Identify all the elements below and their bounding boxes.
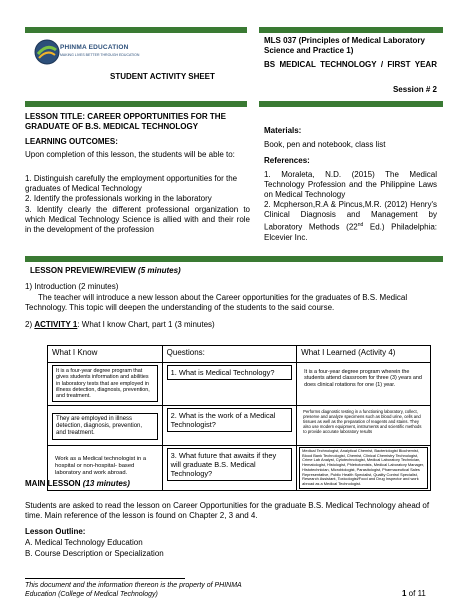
know-answer-2: They are employed in illness detection, diagnosis, prevention, and treatment.	[52, 413, 158, 440]
main-lesson-heading: MAIN LESSON (13 minutes)	[25, 479, 130, 488]
outcome-1: 1. Distinguish carefully the employment opportunities for the graduates of Medical Technology	[25, 174, 238, 193]
activity-label: 2) ACTIVITY 1: What I know Chart, part 1 (3 minutes)	[25, 320, 215, 329]
course-title: MLS 037 (Principles of Medical Laboratory Science and Practice 1)	[264, 36, 425, 55]
learned-answer-2: Performs diagnostic testing in a functioning laboratory, collect, preserve and analyze specimens such as blood urine, cells and tissues as well as the preparation of reagents and stains. They also use modern equipment, instruments and scientific methods to provide accurate laboratory results	[303, 409, 422, 434]
outcomes-intro: Upon completion of this lesson, the students will be able to:	[25, 150, 235, 159]
main-lesson-text: Students are asked to read the lesson on Career Opportunities for the graduate B.S. Medical Technology ahead of time. Main reference of the lesson is found on Chapter 2, 3 and 4.	[25, 501, 430, 520]
session-label: Session # 2	[392, 85, 437, 94]
logo-title: PHINMA EDUCATION	[60, 44, 129, 51]
outline-item-b: B. Course Description or Specialization	[25, 549, 164, 558]
top-bar-left	[25, 27, 247, 33]
learned-answer-3: Medical Technologist, Analytical Chemist, Bacteriologist Biochemist, Blood Bank Technologist, Chemist, Clinical Chemistry Technologist, Crime Lab Analyst, Cytotechnologist, Medical Laboratory Technician, Hematologist, Histologist, Phlebotomists, Medical Laboratory Manager, Histotechnician, Microbiologist, Parasitologist, Pharmaceutical Sales Representative, Public Health Specialist, Quality Control Specialist, Research Assistant, Toxicologist/Food and Drug Inspector and work abroad as a Medical Technologist.	[299, 447, 428, 489]
phinma-logo-icon	[34, 39, 60, 65]
reference-2: 2. Mcpherson,R.A & Pincus,M.R. (2012) Henry's Clinical Diagnosis and Management by Laboratory Methods (22nd Ed.) Philadelphia: Elcevier Inc.	[264, 200, 437, 242]
lesson-outline-heading: Lesson Outline:	[25, 527, 86, 536]
question-3: 3. What future that awaits if they will graduate B.S. Medical Technology?	[167, 448, 293, 481]
materials-heading: Materials:	[264, 126, 302, 135]
mid-bar-right	[259, 101, 443, 107]
sheet-title: STUDENT ACTIVITY SHEET	[110, 72, 215, 81]
know-answer-1: It is a four-year degree program that gives students information and abilities in laboratory tests that are employed in illness detection, diagnosis, prevention, and treatment.	[52, 365, 158, 402]
header-what-i-know: What I Know	[48, 346, 163, 363]
outline-item-a: A. Medical Technology Education	[25, 538, 143, 547]
intro-text: The teacher will introduce a new lesson about the Career opportunities for the graduates of B.S. Medical Technology. This topic will deepen the understanding of the students to the said course.	[25, 293, 408, 312]
top-bar-right	[259, 27, 443, 33]
lesson-title: LESSON TITLE: CAREER OPPORTUNITIES FOR THE GRADUATE OF B.S. MEDICAL TECHNOLOGY	[25, 112, 226, 131]
outcomes-heading: LEARNING OUTCOMES:	[25, 137, 118, 146]
references-heading: References:	[264, 156, 310, 165]
footer-note: This document and the information thereon is the property of PHINMA Education (College of Medical Technology)	[25, 582, 242, 598]
preview-heading: LESSON PREVIEW/REVIEW (5 minutes)	[30, 266, 181, 275]
what-i-know-chart	[47, 345, 431, 491]
page-number: 1 of 11	[402, 589, 426, 598]
header-what-i-learned: What I Learned (Activity 4)	[297, 346, 431, 363]
know-answer-3: Work as a Medical technologist in a hospital or non-hospital- based laboratory and work abroad.	[55, 456, 147, 476]
question-1: 1. What is Medical Technology?	[167, 365, 293, 380]
program-label: BS MEDICAL TECHNOLOGY / FIRST YEAR	[264, 60, 437, 69]
reference-1: 1. Moraleta, N.D. (2015) The Medical Technology Profession and the Philippine Laws on Medical Technology	[264, 170, 437, 199]
logo-tagline: MAKING LIVES BETTER THROUGH EDUCATION	[60, 53, 140, 57]
intro-label: 1) Introduction (2 minutes)	[25, 282, 119, 291]
mid-bar-left	[25, 101, 247, 107]
question-2: 2. What is the work of a Medical Technologist?	[167, 408, 293, 432]
section-bar	[25, 256, 443, 262]
materials-text: Book, pen and notebook, class list	[264, 140, 386, 149]
outcome-2: 2. Identify the professionals working in the laboratory	[25, 194, 212, 203]
outcome-3: 3. Identify clearly the different professional organization to which Medical Technology Science is allied with and their role in the development of the profession	[25, 205, 250, 234]
footer-rule	[25, 578, 185, 579]
learned-answer-1: It is a four-year degree program wherein the students attend classroom for three (3) years and does clinical rotations for one (1) year.	[304, 369, 422, 388]
header-questions: Questions:	[162, 346, 297, 363]
